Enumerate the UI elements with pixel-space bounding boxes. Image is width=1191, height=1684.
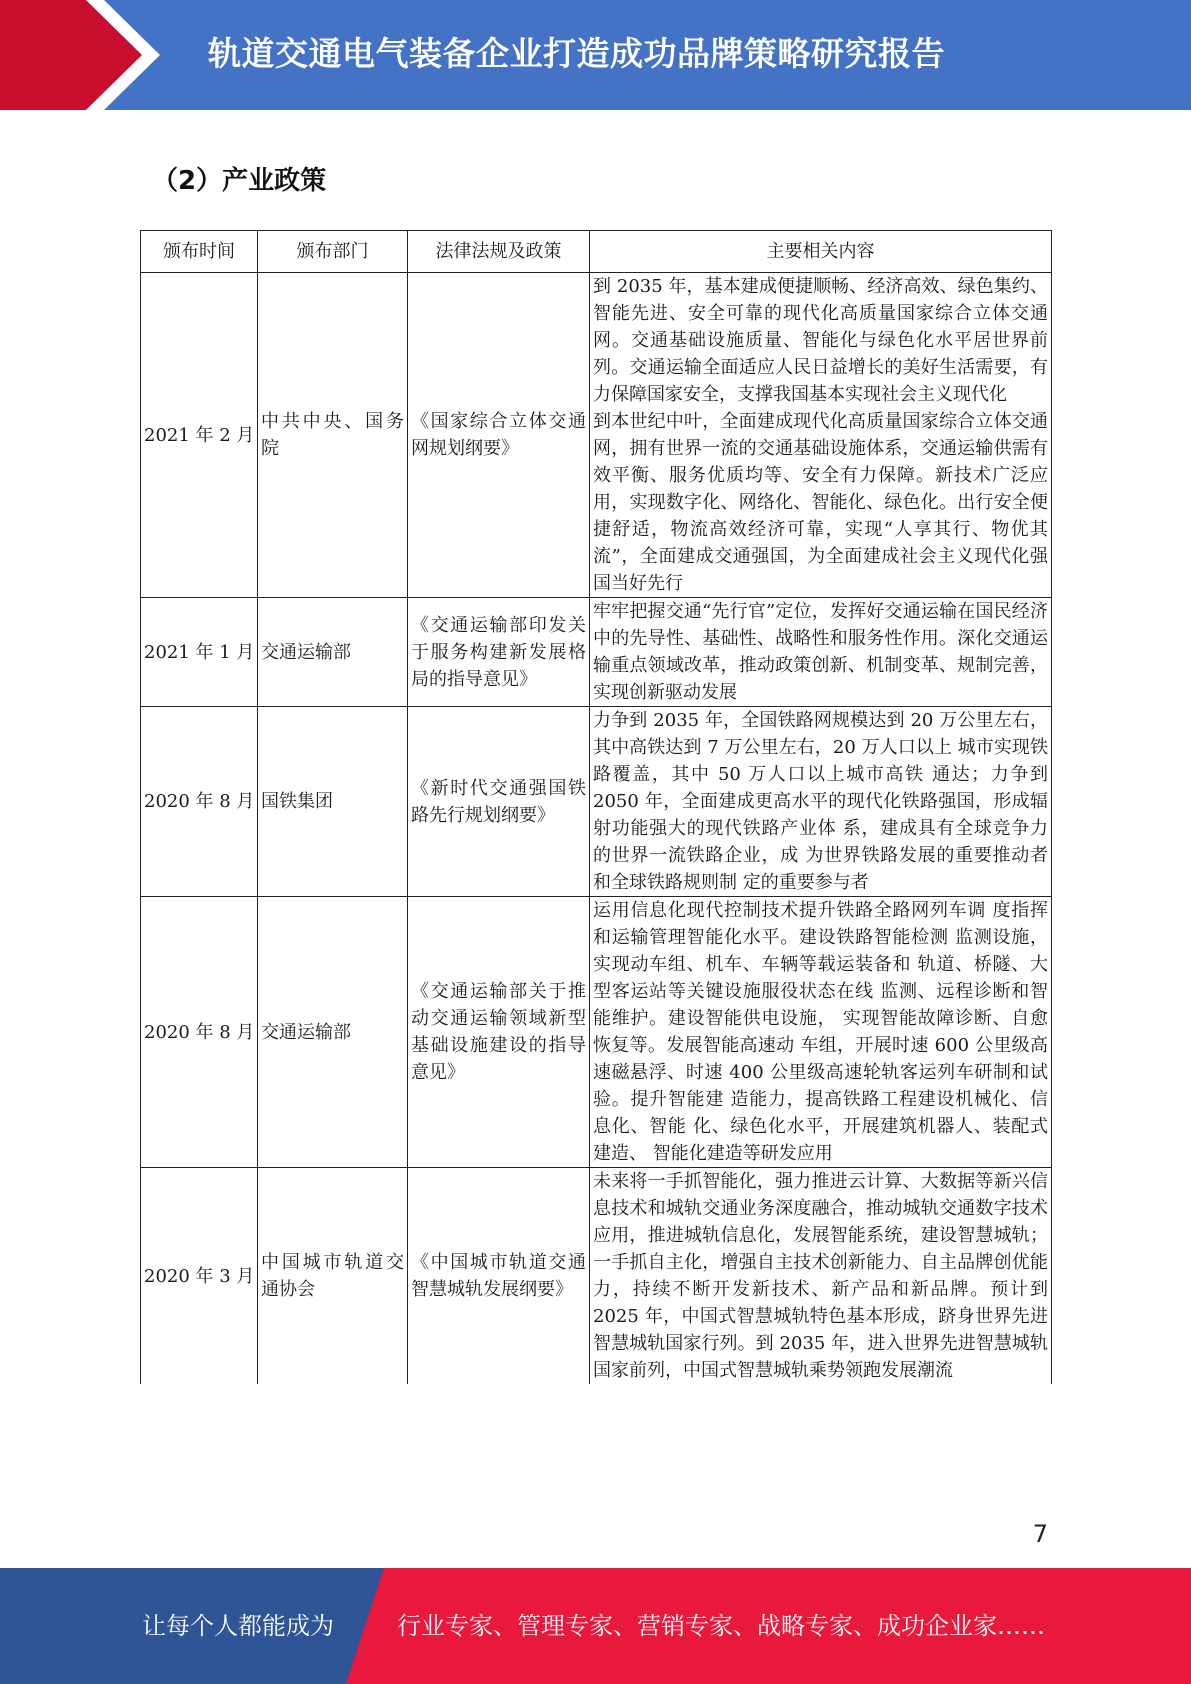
cell-date: 2021 年 2 月 bbox=[141, 273, 258, 598]
policy-table bbox=[140, 230, 1052, 1384]
table-row bbox=[141, 707, 1052, 897]
cell-law: 《交通运输部关于推动交通运输领域新型基础设施建设的指导意见》 bbox=[408, 897, 590, 1168]
header-law: 法律法规及政策 bbox=[408, 231, 590, 273]
table-row bbox=[141, 1168, 1052, 1385]
cell-dept: 国铁集团 bbox=[258, 707, 408, 897]
cell-content: 力争到 2035 年，全国铁路网规模达到 20 万公里左右，其中高铁达到 7 万公里左右，20 万人口以上 城市实现铁路覆盖，其中 50 万人口以上城市高铁 通达；力争到 2050 年，全面建成更高水平的现代化铁路强国，形成辐射功能强大的现代铁路产业体 系，建成具有全球竞争力的世界一流铁路企业，成 为世界铁路发展的重要推动者和全球铁路规则制 定的重要参与者 bbox=[590, 707, 1052, 897]
cell-content: 未来将一手抓智能化，强力推进云计算、大数据等新兴信息技术和城轨交通业务深度融合，推动城轨交通数字技术应用，推进城轨信息化，发展智能系统，建设智慧城轨；一手抓自主化，增强自主技术创新能力、自主品牌创优能力，持续不断开发新技术、新产品和新品牌。预计到 2025 年，中国式智慧城轨特色基本形成，跻身世界先进智慧城轨国家行列。到 2035 年，进入世界先进智慧城轨国家前列，中国式智慧城轨乘势领跑发展潮流 bbox=[590, 1168, 1052, 1385]
cell-law: 《中国城市轨道交通智慧城轨发展纲要》 bbox=[408, 1168, 590, 1385]
content-paragraph: 到本世纪中叶，全面建成现代化高质量国家综合立体交通网，拥有世界一流的交通基础设施体系，交通运输供需有效平衡、服务优质均等、安全有力保障。新技术广泛应用，实现数字化、网络化、智能化、绿色化。出行安全便捷舒适，物流高效经济可靠，实现“人享其行、物优其流”，全面建成交通强国，为全面建成社会主义现代化强国当好先行 bbox=[593, 411, 1048, 594]
cell-date: 2021 年 1 月 bbox=[141, 598, 258, 707]
table-header-row bbox=[141, 231, 1052, 273]
content-paragraph: 到 2035 年，基本建成便捷顺畅、经济高效、绿色集约、智能先进、安全可靠的现代化高质量国家综合立体交通网。交通基础设施质量、智能化与绿色化水平居世界前列。交通运输全面适应人民日益增长的美好生活需要，有力保障国家安全，支撑我国基本实现社会主义现代化 bbox=[593, 276, 1048, 405]
cell-date: 2020 年 8 月 bbox=[141, 897, 258, 1168]
cell-law: 《新时代交通强国铁路先行规划纲要》 bbox=[408, 707, 590, 897]
cell-date: 2020 年 8 月 bbox=[141, 707, 258, 897]
footer-slogan-left: 让每个人都能成为 bbox=[142, 1612, 334, 1640]
footer-banner bbox=[0, 1568, 1191, 1684]
report-title: 轨道交通电气装备企业打造成功品牌策略研究报告 bbox=[208, 34, 945, 73]
footer-slogan-right: 行业专家、管理专家、营销专家、战略专家、成功企业家…… bbox=[397, 1612, 1045, 1640]
table-row bbox=[141, 598, 1052, 707]
cell-date: 2020 年 3 月 bbox=[141, 1168, 258, 1385]
cell-content: 运用信息化现代控制技术提升铁路全路网列车调 度指挥和运输管理智能化水平。建设铁路智能检测 监测设施，实现动车组、机车、车辆等载运装备和 轨道、桥隧、大型客运站等关键设施服役状态在线 监测、远程诊断和智能维护。建设智能供电设施， 实现智能故障诊断、自愈恢复等。发展智能高速动 车组，开展时速 600 公里级高速磁悬浮、时速 400 公里级高速轮轨客运列车研制和试验。提升智能建 造能力，提高铁路工程建设机械化、信息化、智能 化、绿色化水平，开展建筑机器人、装配式建造、 智能化建造等研发应用 bbox=[590, 897, 1052, 1168]
cell-dept: 中国城市轨道交通协会 bbox=[258, 1168, 408, 1385]
table-row bbox=[141, 273, 1052, 598]
header-content: 主要相关内容 bbox=[590, 231, 1052, 273]
header-banner bbox=[0, 0, 1191, 110]
cell-dept: 交通运输部 bbox=[258, 598, 408, 707]
cell-dept: 中共中央、国务院 bbox=[258, 273, 408, 598]
header-dept: 颁布部门 bbox=[258, 231, 408, 273]
section-heading: （2）产业政策 bbox=[152, 166, 327, 196]
cell-dept: 交通运输部 bbox=[258, 897, 408, 1168]
header-date: 颁布时间 bbox=[141, 231, 258, 273]
cell-law: 《交通运输部印发关于服务构建新发展格局的指导意见》 bbox=[408, 598, 590, 707]
cell-law: 《国家综合立体交通网规划纲要》 bbox=[408, 273, 590, 598]
table-row bbox=[141, 897, 1052, 1168]
cell-content: 牢牢把握交通“先行官”定位，发挥好交通运输在国民经济中的先导性、基础性、战略性和服务性作用。深化交通运输重点领域改革，推动政策创新、机制变革、规制完善，实现创新驱动发展 bbox=[590, 598, 1052, 707]
cell-content bbox=[590, 273, 1052, 598]
page-number: 7 bbox=[1032, 1520, 1048, 1548]
